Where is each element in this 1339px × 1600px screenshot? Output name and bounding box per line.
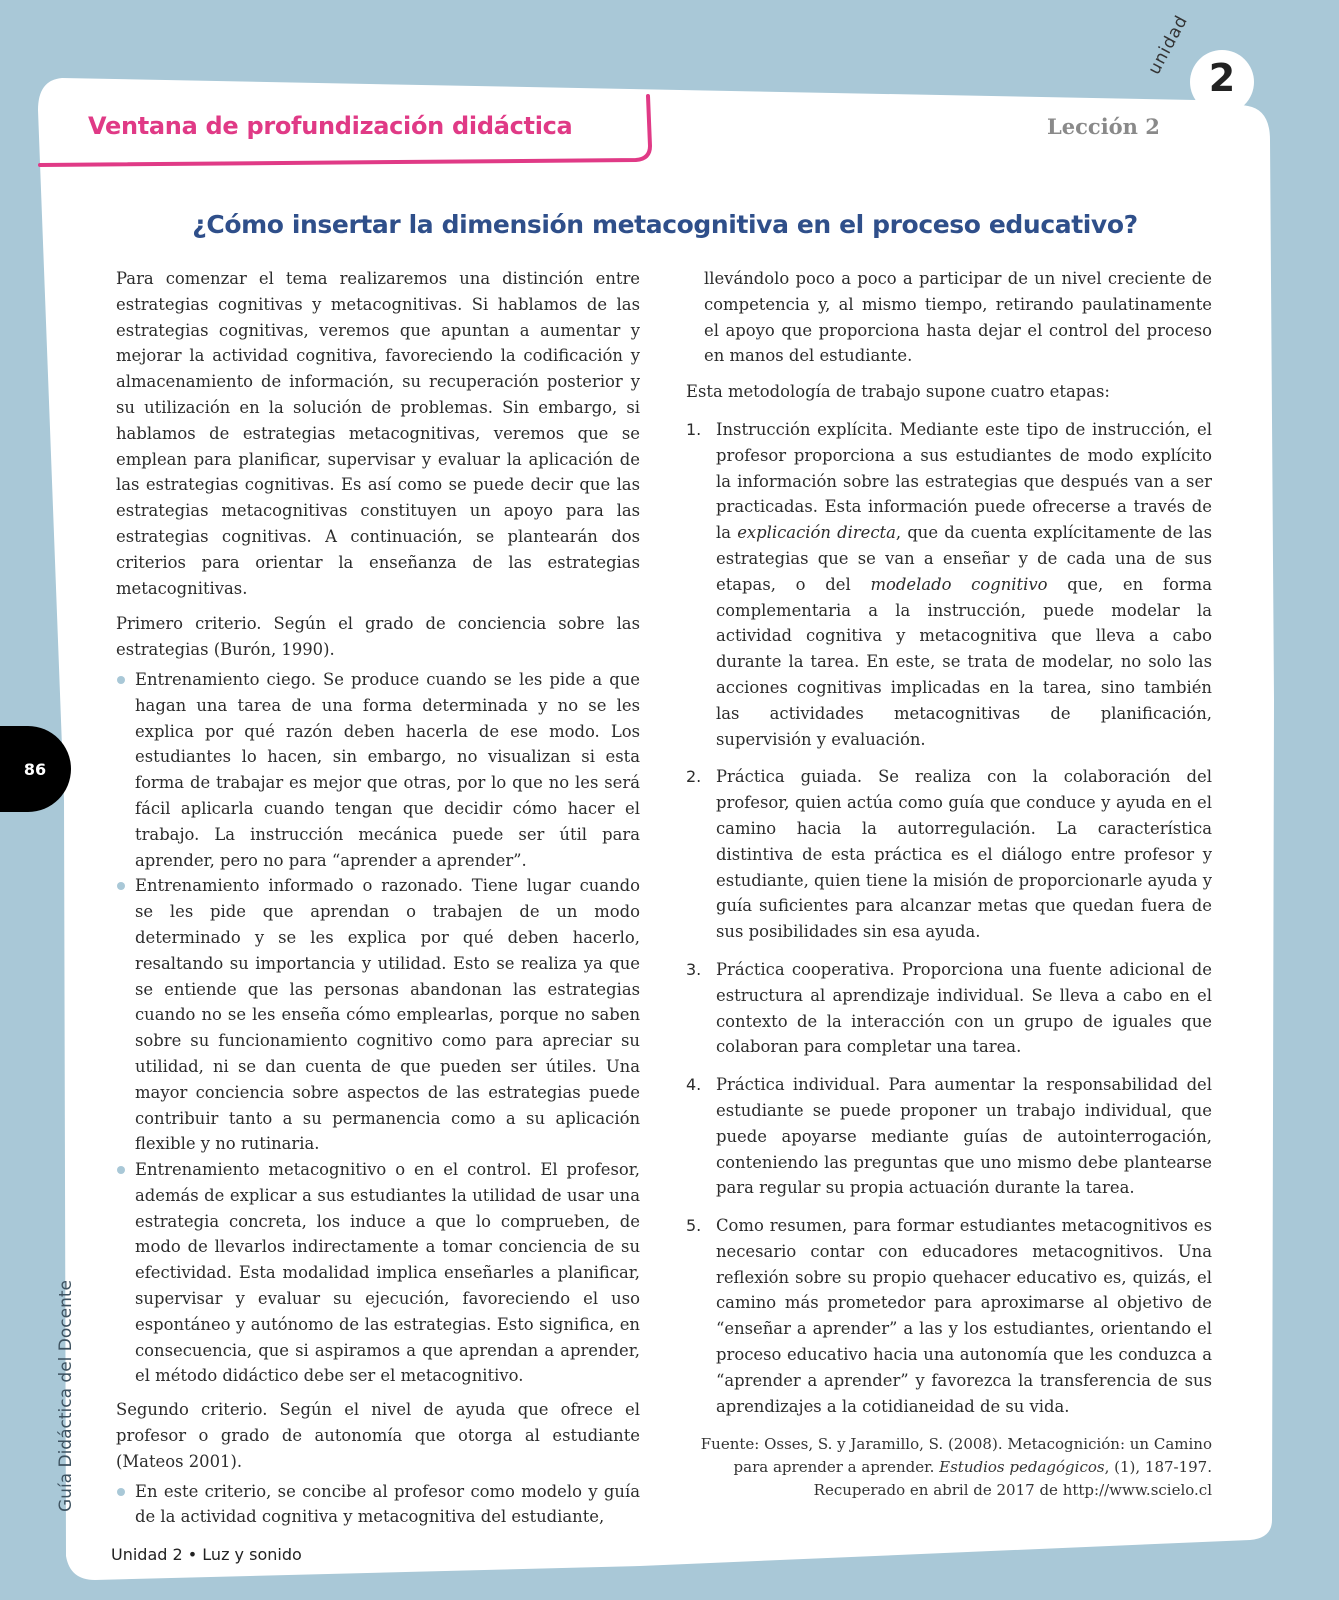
lesson-label: Lección 2 bbox=[1047, 114, 1160, 139]
stages-list bbox=[686, 417, 1212, 1419]
side-label: Guía Didáctica del Docente bbox=[56, 1280, 76, 1512]
footer-unit-label: Unidad 2 • Luz y sonido bbox=[111, 1545, 302, 1564]
list-item: Entrenamiento metacognitivo o en el control. El profesor, además de explicar a sus estudiantes la utilidad de usar una estrategia concreta, los induce a que lo comprueben, de modo de llevarlos indirectamente a tomar conciencia de su efectividad. Esta modalidad implica enseñarles a planificar, supervisar y evaluar su ejecución, favoreciendo el uso espontáneo y autónomo de las estrategias. Esto significa, en consecuencia, que si aspiramos a que aprendan a aprender, el método didáctico debe ser el metacognitivo. bbox=[116, 1157, 640, 1389]
list-item: 4. Práctica individual. Para aumentar la responsabilidad del estudiante se puede proponer un trabajo individual, que puede apoyarse mediante guías de autointerrogación, conteniendo las preguntas que uno mismo debe plantearse para regular su propia actuación durante la tarea. bbox=[686, 1072, 1212, 1201]
stage-number: 4. bbox=[686, 1075, 702, 1095]
second-criterion: Segundo criterio. Según el nivel de ayuda que ofrece el profesor o grado de autonomía que otorga al estudiante (Mateos 2001). bbox=[116, 1400, 640, 1471]
bullet-continuation: llevándolo poco a poco a participar de un nivel creciente de competencia y, al mismo tiempo, retirando paulatinamente el apoyo que proporciona hasta dejar el control del proceso en manos del estudiante. bbox=[704, 269, 1212, 366]
list-item: Entrenamiento ciego. Se produce cuando se les pide a que hagan una tarea de una forma determinada y no se les explica por qué razón deben hacerla de ese modo. Los estudiantes lo hacen, sin embargo, no visualizan si esta forma de trabajar es mejor que otras, por lo que no les será fácil aplicarla cuando tengan que decidir cómo hacer el trabajo. La instrucción mecánica puede ser útil para aprender, pero no para “aprender a aprender”. bbox=[116, 667, 640, 873]
list-item: 1. Instrucción explícita. Mediante este tipo de instrucción, el profesor proporciona a sus estudiantes de modo explícito la información sobre las estrategias que después van a ser practicadas. Esta información puede ofrecerse a través de la explicación directa, que da cuenta explícitamente de las estrategias que se van a enseñar y de cada una de sus etapas, o del modelado cognitivo que, en forma complementaria a la instrucción, puede modelar la actividad cognitiva y metacognitiva que lleva a cabo durante la tarea. En este, se trata de modelar, no solo las acciones cognitivas implicadas en la tarea, sino también las actividades metacognitivas de planificación, supervisión y evaluación. bbox=[686, 417, 1212, 752]
list-item: En este criterio, se concibe al profesor como modelo y guía de la actividad cognitiva y metacognitiva del estudiante, bbox=[116, 1479, 640, 1531]
stage-number: 3. bbox=[686, 959, 702, 979]
page-number: 86 bbox=[23, 759, 47, 779]
first-criterion: Primero criterio. Según el grado de conciencia sobre las estrategias (Burón, 1990). bbox=[116, 614, 640, 660]
left-column bbox=[116, 266, 640, 1538]
list-item: 2. Práctica guiada. Se realiza con la colaboración del profesor, quien actúa como guía que conduce y ayuda en el camino hacia la autorregulación. La característica distintiva de esta práctica es el diálogo entre profesor y estudiante, quien tiene la misión de proporcionarle ayuda y guía suficientes para alcanzar metas que quedan fuera de sus posibilidades sin esa ayuda. bbox=[686, 764, 1212, 945]
bullet-icon bbox=[117, 1488, 125, 1496]
bullet-icon bbox=[117, 676, 125, 684]
intro-paragraph: Para comenzar el tema realizaremos una distinción entre estrategias cognitivas y metacognitivas. Si hablamos de las estrategias cognitivas, veremos que apuntan a aumentar y mejorar la actividad cognitiva, favoreciendo la codificación y almacenamiento de información, su recuperación posterior y su utilización en la solución de problemas. Sin embargo, si hablamos de estrategias metacognitivas, veremos que se emplean para planificar, supervisar y evaluar la aplicación de las estrategias cognitivas. Es así como se puede decir que las estrategias metacognitivas constituyen un apoyo para las estrategias cognitivas. A continuación, se plantearán dos criterios para orientar la enseñanza de las estrategias metacognitivas. bbox=[116, 269, 640, 598]
list-item: 5. Como resumen, para formar estudiantes metacognitivos es necesario contar con educadores metacognitivos. Una reflexión sobre su propio quehacer educativo es, quizás, el camino más prometedor para aproximarse al objetivo de “enseñar a aprender” a las y los estudiantes, orientando el proceso educativo hacia una autonomía que les conduzca a “aprender a aprender” y favorezca la transferencia de sus aprendizajes a la cotidianeidad de su vida. bbox=[686, 1213, 1212, 1419]
list-item: Entrenamiento informado o razonado. Tiene lugar cuando se les pide que aprendan o trabajen de un modo determinado y se les explica por qué deben hacerlo, resaltando su importancia y utilidad. Esto se realiza ya que se entiende que las personas abandonan las estrategias cuando no se les enseña cómo emplearlas, porque no saben sobre su funcionamiento cognitivo como para apreciar su utilidad, ni se dan cuenta de que pueden ser útiles. Una mayor conciencia sobre aspectos de las estrategias puede contribuir tanto a su permanencia como a su aplicación flexible y no rutinaria. bbox=[116, 873, 640, 1157]
stage-number: 1. bbox=[686, 419, 702, 439]
source-citation: Fuente: Osses, S. y Jaramillo, S. (2008). Metacognición: un Camino para aprender a aprender. Estudios pedagógicos, (1), 187-197. Recuperado en abril de 2017 de http://www.scielo.cl bbox=[700, 1435, 1212, 1500]
bullet-icon bbox=[117, 1166, 125, 1174]
section-tag: Ventana de profundización didáctica bbox=[88, 112, 573, 140]
list-item: 3. Práctica cooperativa. Proporciona una fuente adicional de estructura al aprendizaje individual. Se lleva a cabo en el contexto de la interacción con un grupo de iguales que colaboran para completar una tarea. bbox=[686, 957, 1212, 1060]
bullet-icon bbox=[117, 882, 125, 890]
first-criterion-list bbox=[116, 667, 640, 1389]
right-column bbox=[686, 266, 1212, 1502]
unit-label: unidad bbox=[1144, 11, 1193, 79]
stage-number: 5. bbox=[686, 1216, 702, 1236]
unit-number: 2 bbox=[1208, 56, 1236, 100]
second-criterion-list bbox=[116, 1479, 640, 1531]
stages-intro: Esta metodología de trabajo supone cuatro etapas: bbox=[686, 382, 1110, 402]
stage-number: 2. bbox=[686, 767, 702, 787]
page-title: ¿Cómo insertar la dimensión metacognitiva en el proceso educativo? bbox=[192, 210, 1138, 239]
